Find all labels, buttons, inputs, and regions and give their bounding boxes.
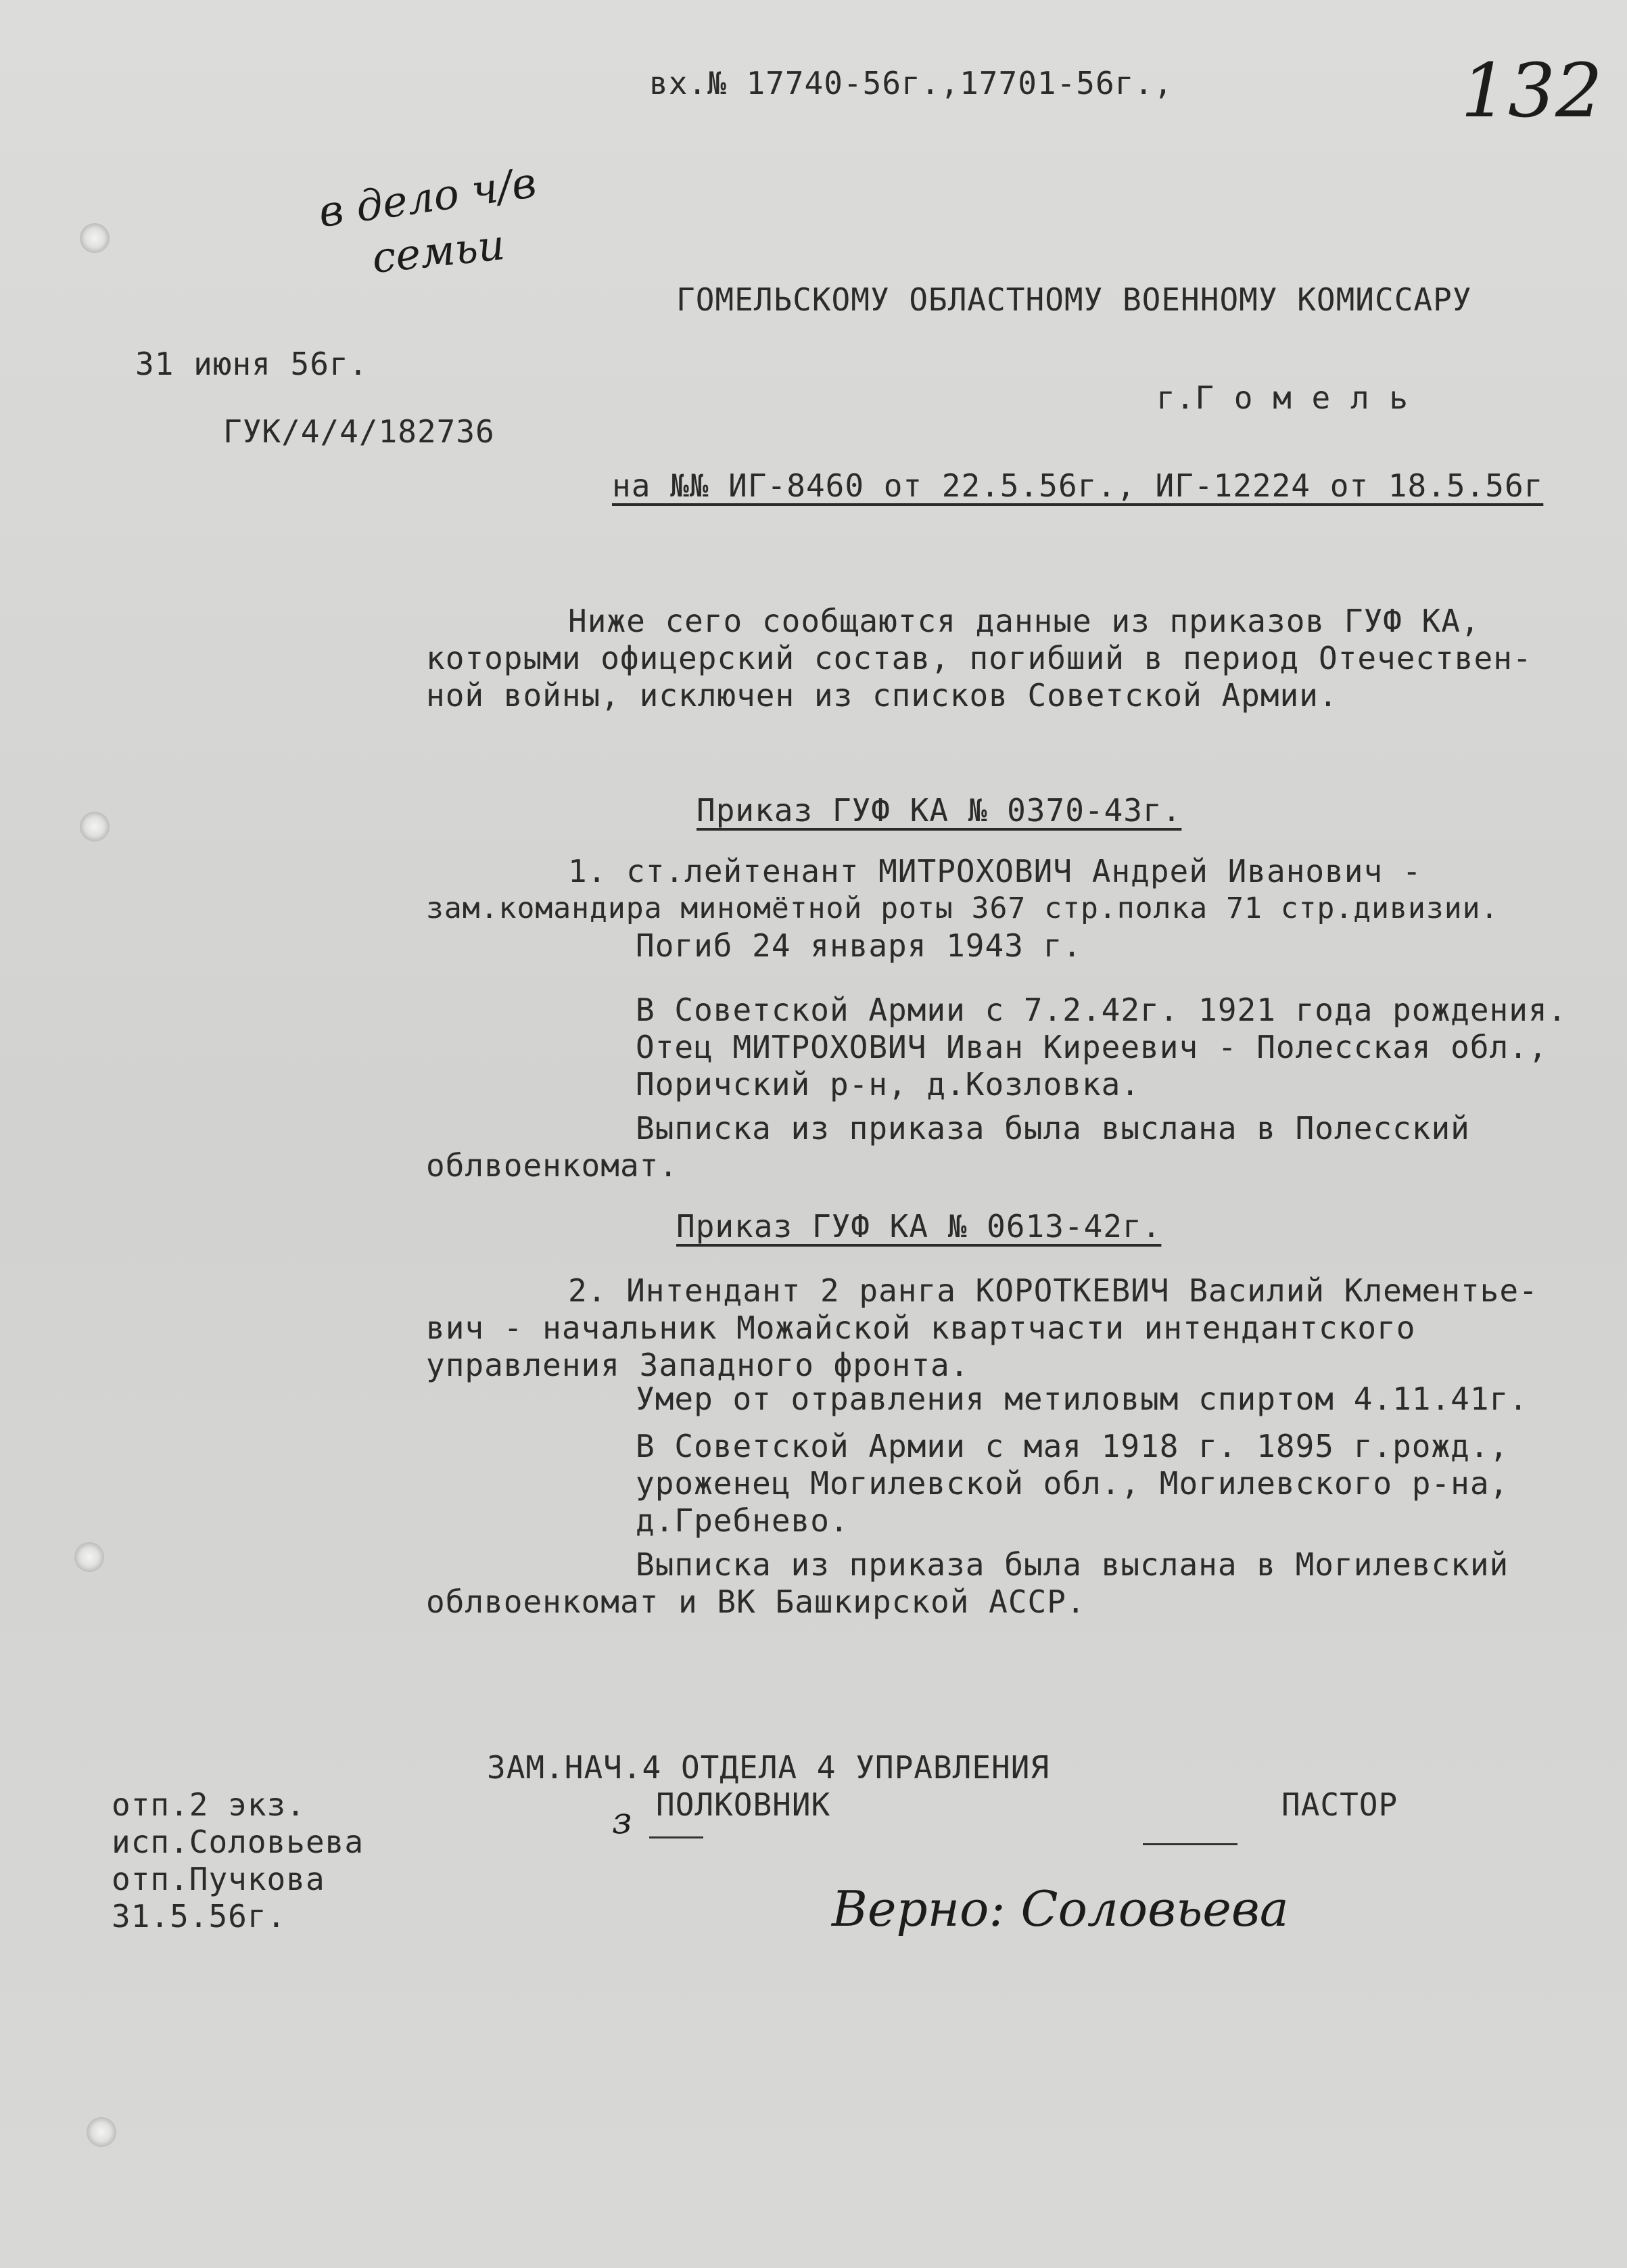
addressee-city: г.Г о м е л ь [1156, 379, 1409, 416]
order-line: 2. Интендант 2 ранга КОРОТКЕВИЧ Василий Клементье- [568, 1272, 1538, 1309]
punch-hole [80, 812, 110, 841]
order-line: 1. ст.лейтенант МИТРОХОВИЧ Андрей Иванович - [568, 853, 1422, 889]
order-line: вич - начальник Можайской квартчасти интендантского [426, 1310, 1416, 1346]
file-note-line1: в дело ч/в [315, 157, 540, 237]
order-line: Отец МИТРОХОВИЧ Иван Киреевич - Полесская обл., [636, 1029, 1548, 1065]
order-line: Умер от отравления метиловым спиртом 4.11.41г. [636, 1381, 1528, 1417]
order-line: В Советской Армии с мая 1918 г. 1895 г.рожд., [636, 1428, 1509, 1464]
footer-executor: исп.Соловьева [112, 1824, 364, 1860]
order-line: зам.командира миномётной роты 367 стр.полка 71 стр.дивизии. [426, 892, 1499, 925]
punch-hole [80, 223, 110, 253]
date-line: 31 июня 56г. [135, 346, 369, 382]
order-line: уроженец Могилевской обл., Могилевского р-на, [636, 1465, 1509, 1502]
addressee-title: ГОМЕЛЬСКОМУ ОБЛАСТНОМУ ВОЕННОМУ КОМИССАРУ [676, 281, 1472, 318]
handwritten-signature: Верно: Соловьева [832, 1880, 1289, 1937]
order-heading: Приказ ГУФ КА № 0613-42г. [676, 1208, 1162, 1245]
signatory-rank: ПОЛКОВНИК [656, 1786, 831, 1823]
signatory-name: ПАСТОР [1281, 1786, 1398, 1823]
signature-line [649, 1836, 703, 1838]
reply-reference: на №№ ИГ-8460 от 22.5.56г., ИГ-12224 от 18.5.56г [612, 467, 1544, 504]
intro-line: ной войны, исключен из списков Советской Армии. [426, 677, 1338, 714]
punch-hole [74, 1542, 104, 1572]
punch-hole [87, 2117, 116, 2147]
reference-number: ГУК/4/4/182736 [223, 413, 495, 450]
signatory-position: ЗАМ.НАЧ.4 ОТДЕЛА 4 УПРАВЛЕНИЯ [487, 1749, 1050, 1786]
incoming-number: вх.№ 17740-56г.,17701-56г., [649, 65, 1173, 101]
intro-line: Ниже сего сообщаются данные из приказов ГУФ КА, [568, 603, 1480, 639]
intro-line: которыми офицерский состав, погибший в период Отечествен- [426, 640, 1532, 676]
order-line: Выписка из приказа была выслана в Полесский [636, 1110, 1470, 1147]
order-line: облвоенкомат. [426, 1147, 679, 1184]
file-note-line2: семьи [369, 219, 507, 283]
signature-line [1143, 1843, 1237, 1845]
footer-copies: отп.2 экз. [112, 1786, 306, 1823]
order-line: Погиб 24 января 1943 г. [636, 927, 1082, 964]
order-line: Выписка из приказа была выслана в Могилевский [636, 1546, 1509, 1583]
footer-date: 31.5.56г. [112, 1898, 287, 1935]
order-heading: Приказ ГУФ КА № 0370-43г. [697, 792, 1182, 829]
page-number: 132 [1461, 47, 1603, 134]
order-line: облвоенкомат и ВК Башкирской АССР. [426, 1583, 1086, 1620]
footer-printed: отп.Пучкова [112, 1861, 325, 1897]
order-line: Поричский р-н, д.Козловка. [636, 1066, 1141, 1103]
order-line: В Советской Армии с 7.2.42г. 1921 года рождения. [636, 992, 1567, 1028]
handwritten-initial: з [612, 1799, 632, 1842]
order-line: управления Западного фронта. [426, 1347, 970, 1383]
order-line: д.Гребнево. [636, 1502, 849, 1539]
